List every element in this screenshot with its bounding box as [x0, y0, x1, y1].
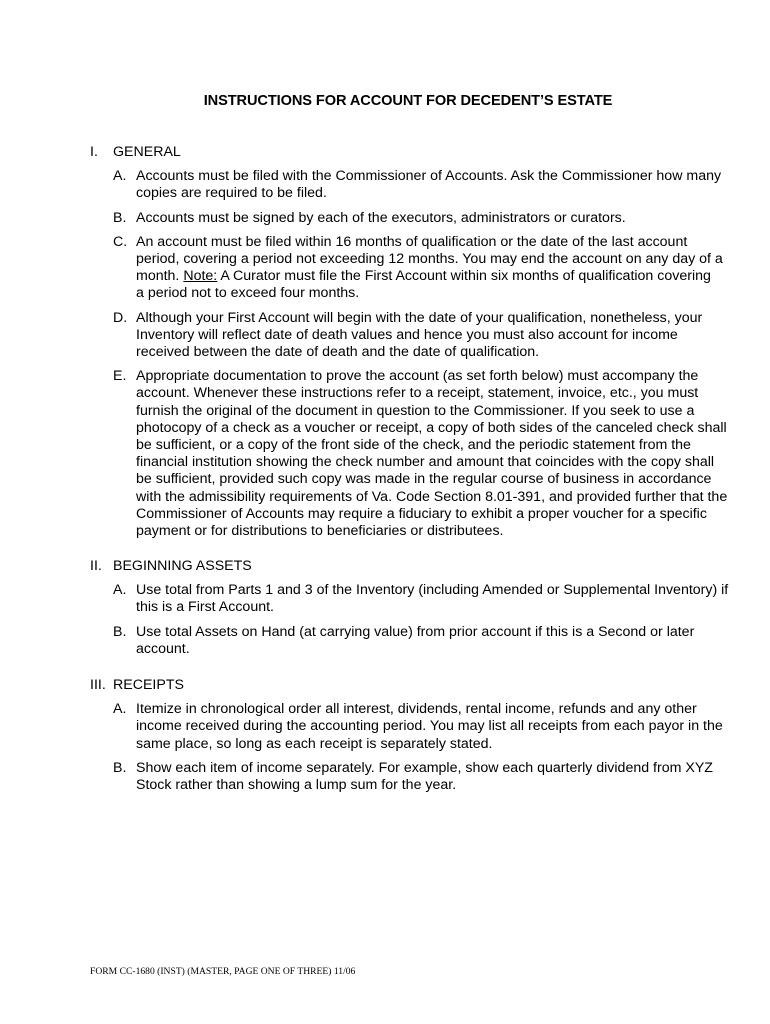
item-letter: B. — [113, 623, 127, 640]
list-item — [113, 168, 730, 202]
list-item — [113, 582, 730, 616]
section-number: II. — [90, 558, 102, 574]
item-text: Accounts must be filed with the Commissioner of Accounts. Ask the Commissioner how many copies are required to be filed. — [136, 168, 722, 202]
item-text — [136, 234, 730, 303]
item-text: Appropriate documentation to prove the account (as set forth below) must accompany the account. Whenever these instructions refer to a receipt, statement, invoice, etc., you must furnish the original of the document in question to the Commissioner. If you seek to use a photocopy of a check as a voucher or receipt, a copy of both sides of the canceled check shall be sufficient, or a copy of the front side of the check, and the periodic statement from the financial institution showing the check number and amount that coincides with the copy shall be sufficient, provided such copy was made in the regular course of business in accordance with the admissibility requirements of Va. Code Section 8.01-391, and provided further that the Commissioner of Accounts may require a fiduciary to exhibit a proper voucher for a specific payment or for distributions to beneficiaries or distributees. — [136, 368, 728, 540]
form-footer: FORM CC-1680 (INST) (MASTER, PAGE ONE OF THREE) 11/06 — [90, 966, 356, 977]
section-number: III. — [90, 677, 106, 693]
item-text: Use total from Parts 1 and 3 of the Inventory (including Amended or Supplemental Inventory) if this is a First Account. — [136, 582, 729, 616]
item-letter: C. — [113, 233, 128, 250]
section-beginning-assets — [90, 558, 730, 658]
item-letter: E. — [113, 368, 127, 385]
item-letter: A. — [113, 582, 127, 599]
section-heading — [90, 144, 730, 161]
list-item — [113, 368, 730, 540]
item-text-part: An account must be filed within 16 months of qualification or the date of the last account period, covering a period not exceeding 12 months. You may end the account on any day of a month. — [136, 233, 723, 285]
item-letter: A. — [113, 168, 127, 185]
section-receipts — [90, 677, 730, 794]
section-general — [90, 144, 730, 540]
section-number: I. — [90, 144, 98, 160]
item-text: Show each item of income separately. For example, show each quarterly dividend from XYZ Stock rather than showing a lump sum for the year. — [136, 759, 713, 794]
item-text: Use total Assets on Hand (at carrying value) from prior account if this is a Second or later account. — [136, 623, 695, 657]
section-heading — [90, 677, 730, 694]
page-title: INSTRUCTIONS FOR ACCOUNT FOR DECEDENT’S ESTATE — [203, 93, 613, 109]
item-text: Although your First Account will begin with the date of your qualification, nonetheless, your Inventory will reflect date of death values and hence you must also account for income received between the date of death and the date of qualification. — [136, 309, 703, 361]
section-title: GENERAL — [113, 144, 181, 160]
list-item — [113, 701, 730, 753]
list-item — [113, 234, 730, 303]
note-label: Note: — [183, 268, 218, 285]
item-text: Accounts must be signed by each of the executors, administrators or curators. — [136, 209, 626, 226]
list-item — [113, 210, 730, 227]
section-title: RECEIPTS — [113, 677, 184, 693]
list-item — [113, 760, 730, 794]
item-text: Itemize in chronological order all interest, dividends, rental income, refunds and any other income received during the accounting period. You may list all receipts from each payor in the same place, so long as each receipt is separately stated. — [136, 701, 723, 752]
section-heading — [90, 558, 730, 575]
item-letter: B. — [113, 209, 127, 226]
item-text-part: A Curator must file the First Account within six months of qualification covering a period not to exceed four months. — [136, 268, 711, 302]
list-item — [113, 310, 730, 362]
item-letter: B. — [113, 759, 127, 776]
section-title: BEGINNING ASSETS — [113, 558, 252, 574]
list-item — [113, 624, 730, 658]
item-letter: A. — [113, 701, 127, 718]
item-letter: D. — [113, 309, 128, 326]
